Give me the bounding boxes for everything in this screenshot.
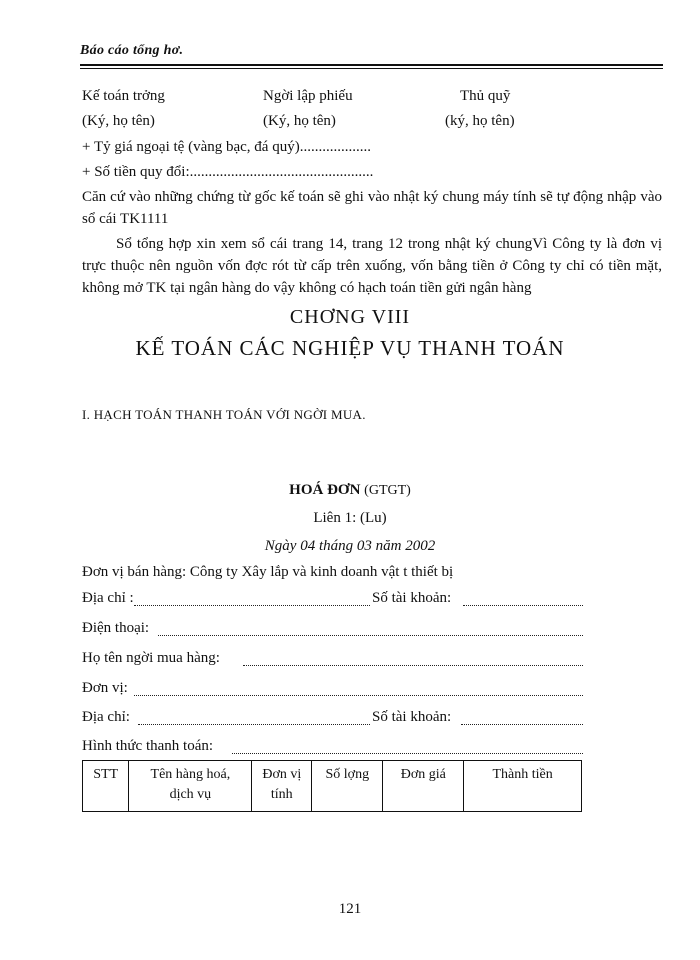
signature-preparer-sign: (Ký, họ tên) [263, 113, 336, 129]
address-blank [134, 605, 370, 606]
converted-amount-dots: ................................................. [189, 164, 374, 180]
col-unit-line1: Đơn vị [262, 767, 302, 782]
invoice-date: Ngày 04 tháng 03 năm 2002 [264, 538, 436, 554]
invoice-title-line [0, 482, 700, 499]
signature-treasurer-sign: (ký, họ tên) [445, 113, 515, 129]
exchange-rate-dots: ................... [299, 139, 371, 155]
signature-treasurer-title: Thủ quỹ [460, 88, 511, 104]
signature-accountant-title: Kế toán trởng [82, 88, 165, 104]
payment-blank [232, 753, 583, 754]
address-label: Địa chỉ : [82, 590, 134, 606]
unit-label: Đơn vị: [82, 680, 128, 696]
exchange-rate-label: + Tỷ giá ngoại tệ (vàng bạc, đá quý) [82, 139, 300, 155]
col-quantity: Số lợng [312, 761, 383, 812]
phone-label: Điện thoại: [82, 620, 150, 636]
col-unit [252, 761, 312, 812]
account-label: Số tài khoản: [372, 590, 452, 606]
unit-blank [134, 695, 583, 696]
section-heading: I. HẠCH TOÁN THANH TOÁN VỚI NGỜI MUA. [82, 407, 366, 422]
page-number: 121 [338, 901, 362, 917]
invoice-title: HOÁ ĐƠN [289, 482, 361, 498]
address2-blank [138, 724, 370, 725]
account-blank [463, 605, 583, 606]
paragraph-summary-note: Sổ tổng hợp xin xem sổ cái trang 14, trang 12 trong nhật ký chungVì Công ty là đơn vị trực thuộc nên nguồn vốn đợc rót từ cấp trên xuống, vốn bằng tiền ở Công ty chỉ có tiền mặt, không mở TK tại ngân hàng do vậy không có hạch toán tiền gửi ngân hàng [82, 236, 662, 296]
account2-label: Số tài khoản: [372, 709, 452, 725]
payment-label: Hình thức thanh toán: [82, 738, 214, 754]
phone-blank [158, 635, 583, 636]
col-stt: STT [83, 761, 129, 812]
converted-amount-line [82, 164, 373, 181]
col-unit-price: Đơn giá [383, 761, 464, 812]
exchange-rate-line [82, 139, 371, 156]
converted-amount-label: + Số tiền quy đổi: [82, 164, 190, 180]
account2-blank [461, 724, 583, 725]
col-unit-line2: tính [270, 787, 293, 802]
col-item-name-line2: dịch vụ [169, 787, 212, 802]
paragraph-ledger-posting: Căn cứ vào những chứng từ gốc kế toán sẽ ghi vào nhật ký chung máy tính sẽ tự động nhập vào sổ cái TK1111 [82, 189, 662, 227]
invoice-items-table [82, 760, 582, 812]
seller-line: Đơn vị bán hàng: Công ty Xây lắp và kinh doanh vật t thiết bị [82, 564, 454, 580]
invoice-copy: Liên 1: (Lu) [313, 510, 387, 526]
running-header: Báo cáo tổng hơ. [80, 43, 184, 58]
col-amount: Thành tiền [464, 761, 582, 812]
chapter-title: KẾ TOÁN CÁC NGHIỆP VỤ THANH TOÁN [135, 336, 565, 360]
signature-preparer-title: Ngời lập phiếu [263, 88, 353, 104]
col-item-name [129, 761, 252, 812]
header-rule-thin [80, 68, 663, 69]
header-rule [80, 64, 663, 66]
signature-accountant-sign: (Ký, họ tên) [82, 113, 155, 129]
buyer-blank [243, 665, 583, 666]
chapter-number: CHƠNG VIII [289, 306, 411, 328]
invoice-type: (GTGT) [364, 483, 411, 498]
col-item-name-line1: Tên hàng hoá, [150, 767, 231, 782]
table-header-row [83, 761, 582, 812]
address2-label: Địa chỉ: [82, 709, 130, 725]
buyer-label: Họ tên ngời mua hàng: [82, 650, 220, 666]
